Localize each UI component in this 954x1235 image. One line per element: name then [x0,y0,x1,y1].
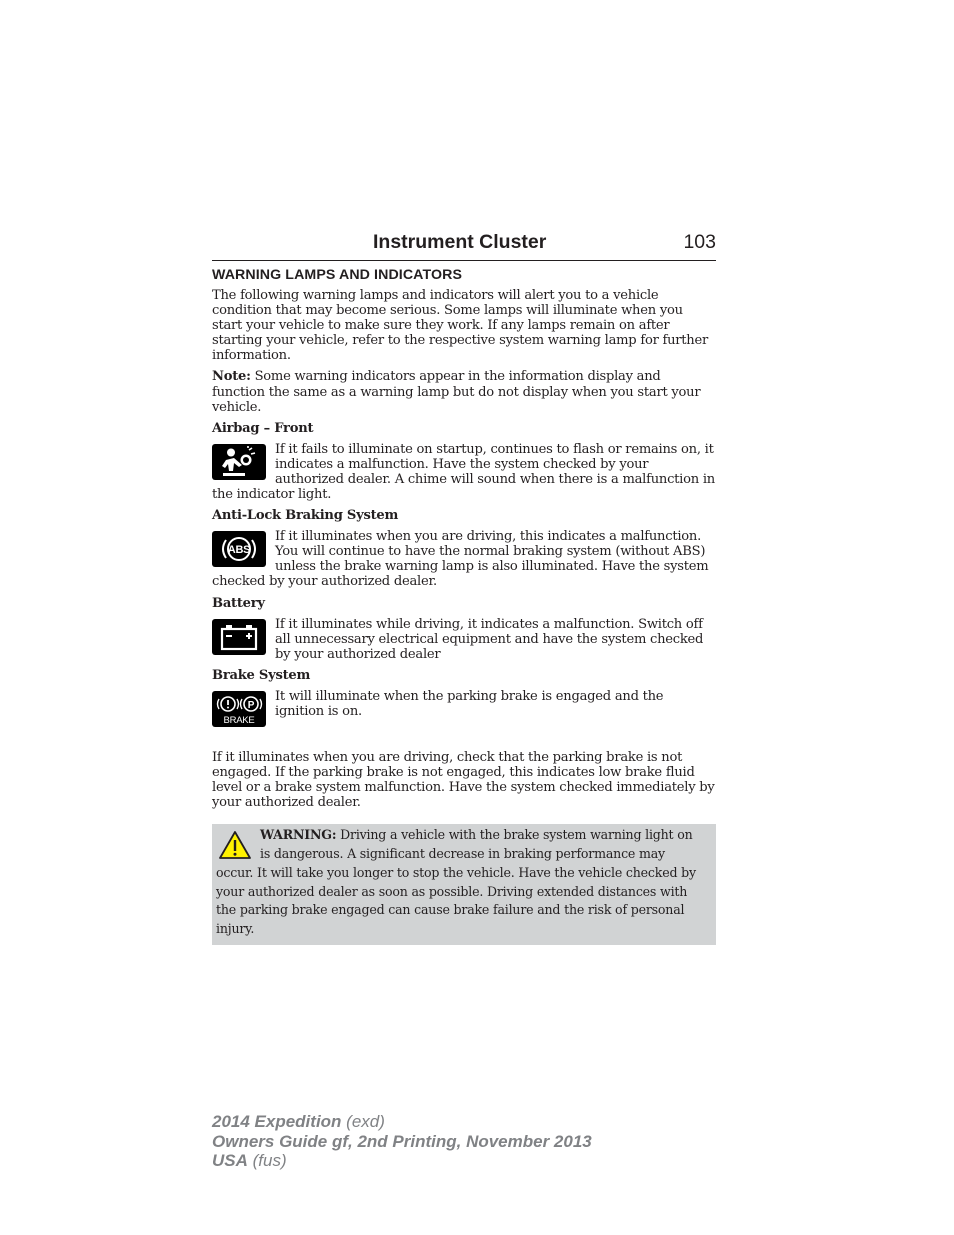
svg-text:BRAKE: BRAKE [223,714,255,726]
footer-line-3 [212,1151,592,1171]
battery-block [212,617,716,662]
note-text: Some warning indicators appear in the information display and function the same as a warning lamp but do not display when you start your vehicle. [212,369,701,415]
footer-line-1 [212,1112,592,1132]
airbag-text: If it fails to illuminate on startup, continues to flash or remains on, it indicates a malfunction. Have the system checked by your authorized dealer. A chime will sound when there is a malfunction in the indicator light. [212,441,715,503]
footer-market-code: (fus) [247,1151,287,1170]
abs-icon [212,531,266,567]
footer-line-2 [212,1132,592,1152]
brake-followup-paragraph: If it illuminates when you are driving, check that the parking brake is not engaged. If the parking brake is not engaged, this indicates low brake fluid level or a brake system malfunction. Have the system checked immediately by your authorized dealer. [212,749,715,811]
warning-triangle-icon [218,830,252,860]
warning-box [212,824,716,945]
section-heading: WARNING LAMPS AND INDICATORS [212,267,463,283]
footer-model-code: (exd) [341,1112,385,1131]
footer-printing: Owners Guide gf, 2nd Printing, November 2013 [212,1131,592,1151]
abs-text: If it illuminates when you are driving, this indicates a malfunction. You will continue to have the normal braking system (without ABS) unless the brake warning lamp is also illuminated. Have the system checked by your authorized dealer. [212,529,709,590]
header-title: Instrument Cluster [373,231,547,253]
abs-block [212,529,716,589]
footer-model: 2014 Expedition [212,1112,342,1131]
page-number: 103 [683,231,716,253]
page-content [212,266,716,945]
footer-market: USA [212,1151,248,1170]
battery-text: If it illuminates while driving, it indicates a malfunction. Switch off all unnecessary electrical equipment and have the system checked by your authorized dealer [275,616,704,662]
warning-label: WARNING: [260,827,337,843]
battery-icon [212,619,266,655]
brake-block [212,689,716,730]
page-header [212,230,716,261]
brake-text: It will illuminate when the parking brake is engaged and the ignition is on. [275,688,664,719]
airbag-icon [212,444,266,480]
abs-heading: Anti-Lock Braking System [212,508,399,524]
svg-text:ABS: ABS [227,544,251,557]
airbag-block [212,442,716,502]
warning-text-block [216,826,704,939]
page-footer [212,1112,592,1171]
brake-icon [212,691,266,727]
note-label: Note: [212,369,251,385]
svg-text:P: P [247,699,255,711]
brake-heading: Brake System [212,667,311,683]
note-paragraph [212,369,716,414]
airbag-heading: Airbag – Front [212,420,314,436]
warning-text: Driving a vehicle with the brake system warning light on is dangerous. A significant decrease in braking performance may occur. It will take you longer to stop the vehicle. Have the vehicle checked by your authorized dealer as soon as possible. Driving extended distances with the parking brake engaged can cause brake failure and the risk of personal injury. [216,827,696,937]
battery-heading: Battery [212,595,265,611]
intro-paragraph: The following warning lamps and indicators will alert you to a vehicle condition that may become serious. Some lamps will illuminate when you start your vehicle to make sure they work. If any lamps remain on after starting your vehicle, refer to the respective system warning lamp for further information. [212,288,708,364]
